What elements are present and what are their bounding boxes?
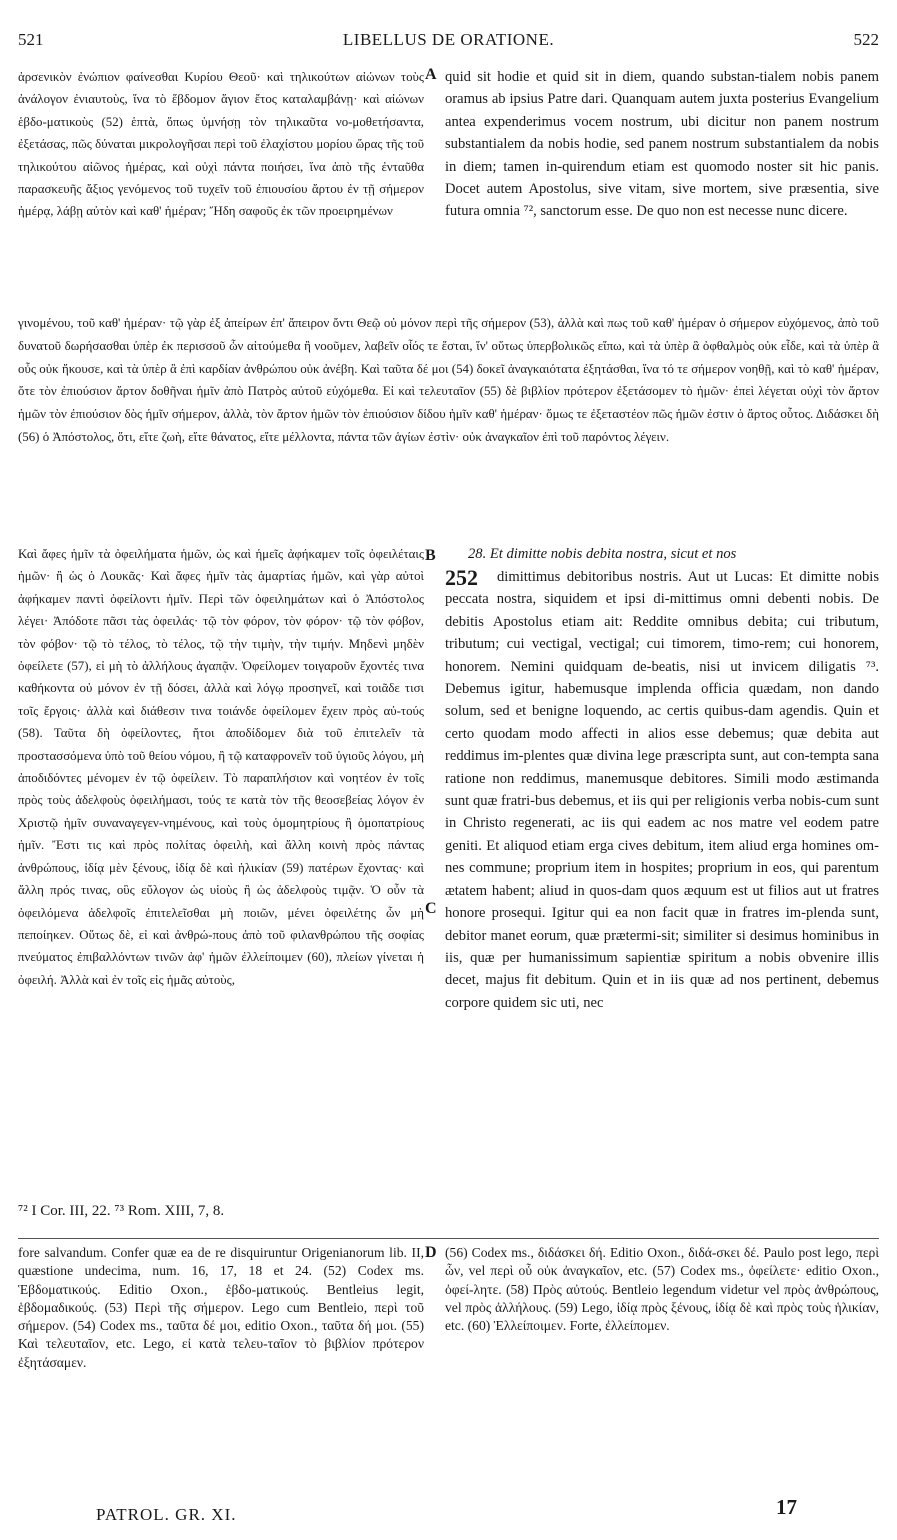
sheet-number: 17 <box>776 1495 797 1519</box>
section-marker-c: C <box>425 900 437 917</box>
latin-column-middle: dimittimus debitoribus nostris. Aut ut Lucas: Et dimitte nobis peccata nostra, siquidem et ipsi di-mittimus omni debenti nobis. De debitis Apostolus etiam ait: Reddite omnibus debita; cui tributum, tributum; cui vectigal, vectigal; cui timorem, timo-rem; cui honorem, honorem. Nemini quidquam de-beatis, nisi ut invicem diligatis ⁷³. Debemus igitur, habemusque implenda officia quædam, non dando solum, sed et benigne loquendo, ac certis quibus-dam agendis. Quin et certo quodam modo affecti in alios esse debemus; quæ debita aut reddimus im-plentes quæ divina lege præscripta sunt, aut con-tempta sana ratione non reddimus, manemusque debitores. Simili modo æstimanda sunt quæ fratri-bus debemus, et iis qui per religionis verba nobis-cum sunt in Christo regenerati, ac iis qui eadem ac nos matre vel eodem patre geniti. Et aliquod etiam erga cives debitum, item aliud erga homines om-nes commune; proprium item in hospites; proprium in eos, qui parentum ætatem habent; aliud in quos-dam quos æquum est ut filios aut ut fratres honore prosequi. Igitur qui ea non facit quæ in fratres im-plenda sunt, debitor manet eorum, quæ prætermi-sit; similiter si desimus hominibus in iis, quæ per humanissimum sapientiæ spiritum a nobis obvenire illis decet, majus fit debitum. Quin et in iis quæ ad nos pertinent, debemus corpore quidem sic uti, nec <box>445 569 879 1011</box>
footnotes-left-column: fore salvandum. Confer quæ ea de re disquiruntur Origenianorum lib. II, quæstione undecima, num. 16, 17, 18 et 24. (52) Codex ms. Ἑβδοματικούς. Editio Oxon., ἑβδο-ματικούς. Bentleius legit, ἑβδομαδικούς. (53) Περὶ τῆς σήμερον. Lego cum Bentleio, περὶ τοῦ σήμερον. (54) Codex ms., ταῦτα δέ μοι, editio Oxon., ταῦτα δή μοι. (55) Καὶ τελευταῖον, etc. Lego, εἰ κατὰ τελευ-ταῖον τὸ βιβλίον πρότερον ἐξητάσαμεν. <box>18 1245 424 1370</box>
running-title: LIBELLUS DE ORATIONE. <box>342 30 555 49</box>
right-page-number: 522 <box>853 30 879 49</box>
greek-full-width-paragraph: γινομένου, τοῦ καθ' ἡμέραν· τῷ γὰρ ἐξ ἀπείρων ἐπ' ἄπειρον ὄντι Θεῷ οὐ μόνον περὶ τῆς σήμερον (53), ἀλλὰ καὶ πως τοῦ καθ' ἡμέραν ὁ σήμερον εὐχόμενος, ἀπὸ τοῦ δυνατοῦ δωρήσασθαι ὑπὲρ ἐκ περισσοῦ ὧν αἰτούμεθα ἢ νοοῦμεν, λαβεῖν οἷός τε ἔσται, ἵν' οὕτως ὑπερβολικῶς εἴπω, καὶ τὰ ὑπὲρ ἃ ὀφθαλμὸς οὐκ εἶδε, καὶ τὰ ὑπὲρ ἃ οὖς οὐκ ἤκουσε, καὶ τὰ ὑπὲρ ἃ ἐπὶ καρδίαν ἀνθρώπου οὐκ ἀνέβη. Καὶ ταῦτα δέ μοι (54) δοκεῖ ἀναγκαιότατα ἐξητάσθαι, ἵνα τό τε σήμερον νοηθῇ, καὶ τὸ καθ' ἡμέραν, ὅτε τὸν ἐπιούσιον ἄρτον δοθῆναι ἡμῖν ἀπὸ Πατρὸς αὐτοῦ εὐχόμεθα. Εἰ καὶ τελευταῖον (55) δὲ βιβλίον πρότερον ἐξετάσομεν τὸ ἡμῶν· ἐπεὶ λέγεται οὐχὶ τὸν ἄρτον ἡμῶν τὸν ἐπιούσιον δὸς ἡμῖν σήμερον, ἀλλὰ, τὸν ἄρτον ἡμῶν τὸν ἐπιούσιον δίδου ἡμῖν καθ' ἡμέραν· ὅμως τε ἐξεταστέον πῶς ἡμῶν ἐστιν ὁ ἄρτος οὗτος. Διδάσκει δὴ (56) ὁ Ἀπόστολος, ὅτι, εἴτε ζωὴ, εἴτε θάνατος, εἴτε μέλλοντα, πάντα τῶν ἁγίων ἐστὶν· οὐκ ἀναγκαῖον ἐπὶ τοῦ παρόντος λέγειν. <box>18 316 879 444</box>
section-marker-d: D <box>425 1244 437 1261</box>
left-page-number: 521 <box>18 30 44 49</box>
latin-section-heading: 28. Et dimitte nobis debita nostra, sicut et nos <box>468 546 737 562</box>
scripture-references: ⁷² I Cor. III, 22. ⁷³ Rom. XIII, 7, 8. <box>18 1203 225 1219</box>
latin-column-top: quid sit hodie et quid sit in diem, quando substan-tialem nobis panem oramus ab ipsius Patre dari. Quanquam autem juxta posterius Evangelium antea expenderimus vocem nostrum, ubi dicitur non panem nostrum substantialem da nobis hodie, sed panem nostrum substantialem da nobis in diem; tamen in-quirendum etiam est quomodo noster sit hic panis. Docet autem Apostolus, sive vitam, sive mortem, sive præsentia, sive futura omnia ⁷², sanctorum esse. De quo non est necesse nunc dicere. <box>445 69 879 220</box>
section-marker-b: B <box>425 547 436 564</box>
running-header <box>18 30 879 54</box>
greek-column-middle: Καὶ ἄφες ἡμῖν τὰ ὀφειλήματα ἡμῶν, ὡς καὶ ἡμεῖς ἀφήκαμεν τοῖς ὀφειλέταις ἡμῶν· ἢ ὡς ὁ Λουκᾶς· Καὶ ἄφες ἡμῖν τὰς ἁμαρτίας ἡμῶν, καὶ γὰρ αὐτοὶ ἀφήκαμεν παντὶ ὀφείλοντι ἡμῖν. Περὶ τῶν ὀφειλημάτων καὶ ὁ Ἀπόστολος λέγει· Ἀπόδοτε πᾶσι τὰς ὀφειλάς· τῷ τὸν φόρον, τὸν φόρον· τῷ τὸν φόβον, τὸν φόβον· τῷ τὸ τέλος, τὸ τέλος, τῷ τὴν τιμὴν, τὴν τιμήν. Μηδενὶ μηδὲν ὀφείλετε (57), εἰ μὴ τὸ ἀλλήλους ἀγαπᾷν. Ὀφείλομεν τοιγαροῦν ἔχοντές τινα καθήκοντα οὐ μόνον ἐν τῇ δόσει, ἀλλὰ καὶ λόγῳ προσηνεῖ, καὶ τοιᾶδε τισι τοῖς ἔργοις· ἀλλὰ καὶ διάθεσιν τινα τοιάνδε ὀφείλομεν ἔχειν πρὸς αὐ-τούς (58). Ταῦτα δὴ ὀφείλοντες, ἤτοι ἀποδίδομεν διὰ τοῦ ἐπιτελεῖν τὰ προστασσόμενα ὑπὸ τοῦ θείου νόμου, ἢ τῷ καταφρονεῖν τοῦ ὑγιοῦς λόγου, μὴ ἀποδιδόντες μένομεν ἐν τῷ ὀφείλειν. Τὸ παραπλήσιον καὶ νοητέον ἐν τοῖς πρὸς τοὺς ἀδελφοὺς ὀφειλήμασι, τούς τε κατὰ τὸν τῆς θεοσεβείας λόγον ἐν Χριστῷ ἡμῖν συναναγεγεν-νημένους, καὶ τοὺς ὁμομητρίους ἢ ὁμοπατρίους ἡμῖν. Ἔστι τις καὶ πρὸς πολίτας ὀφειλὴ, καὶ ἄλλη κοινὴ πρὸς πάντας ἀνθρώπους, ἰδίᾳ μὲν ξένους, ἰδίᾳ δὲ καὶ ἡλικίαν (59) πατέρων ἔχοντας· καὶ ἄλλη πρός τινας, οὓς εὔλογον ὡς υἱοὺς ἢ ὡς ἀδελφοὺς τιμᾷν. Ὁ οὖν τὰ ὀφειλόμενα ἀδελφοῖς ἐπιτελεῖσθαι μὴ ποιῶν, μένει ὀφειλέτης ὧν μὴ πεποίηκεν. Οὕτως δὲ, εἰ καὶ ἀνθρώ-πους ἀπὸ τοῦ φιλανθρώπου τῆς σοφίας πνεύματος ἐπιβαλλόντων τινῶν ἀφ' ἡμῶν ἐλλείποιμεν (60), πλείων γίνεται ἡ ὀφειλή. Ἀλλὰ καὶ ἐν τοῖς εἰς ἡμᾶς αὐτοὺς, <box>18 547 424 987</box>
footnotes-right-column: (56) Codex ms., διδάσκει δή. Editio Oxon., διδά-σκει δέ. Paulo post lego, περὶ ὧν, vel περὶ οὗ οὐκ ἀναγκαῖον, etc. (57) Codex ms., ὀφείλετε· editio Oxon., ὀφεί-λητε. (58) Πρὸς αὐτούς. Bentleio legendum videtur vel πρὸς ἀνθρώπους, vel πρὸς ἀλλήλους. (59) Lego, ἰδίᾳ πρὸς ξένους, ἰδίᾳ δὲ καὶ πρὸς τοὺς ἡλικίαν, etc. (60) Ἐλλείποιμεν. Forte, ἐλλείπομεν. <box>445 1245 879 1334</box>
section-number: 252 <box>445 565 478 590</box>
footnote-divider <box>18 1238 879 1239</box>
section-marker-a: A <box>425 66 437 83</box>
signature-mark: PATROL. GR. XI. <box>96 1505 237 1524</box>
greek-column-top: ἀρσενικὸν ἐνώπιον φαίνεσθαι Κυρίου Θεοῦ· καὶ τηλικούτων αἰώνων τοὺς ἀνάλογον ἐνιαυτοὺς, ἵνα τὸ ἕβδομον ἅγιον ἔτος καταλαμβάνῃ· καὶ αἰώνων ἑβδο-ματικοὺς (52) ἑπτὰ, ὅπως ὑμνήσῃ τὸν τηλικαῦτα νο-μοθετήσαντα, ἐξετάσας, πῶς δύναται μικρολογῆσαι περὶ τοῦ ἐλαχίστου μορίου ὥρας τῆς τοῦ τηλικούτου αἰῶνος ἡμέρας, καὶ οὐχὶ πάντα ποιήσει, ἵνα ἀπὸ τῆς ἐνταῦθα παρασκευῆς ἄξιος γενόμενος τοῦ τυχεῖν τοῦ ἐπιουσίου ἄρτου ἐν τῇ σήμερον ἡμέρᾳ, λάβῃ αὐτὸν καὶ καθ' ἡμέραν; Ἤδη σαφοῦς ἐκ τῶν προειρημένων <box>18 70 424 219</box>
